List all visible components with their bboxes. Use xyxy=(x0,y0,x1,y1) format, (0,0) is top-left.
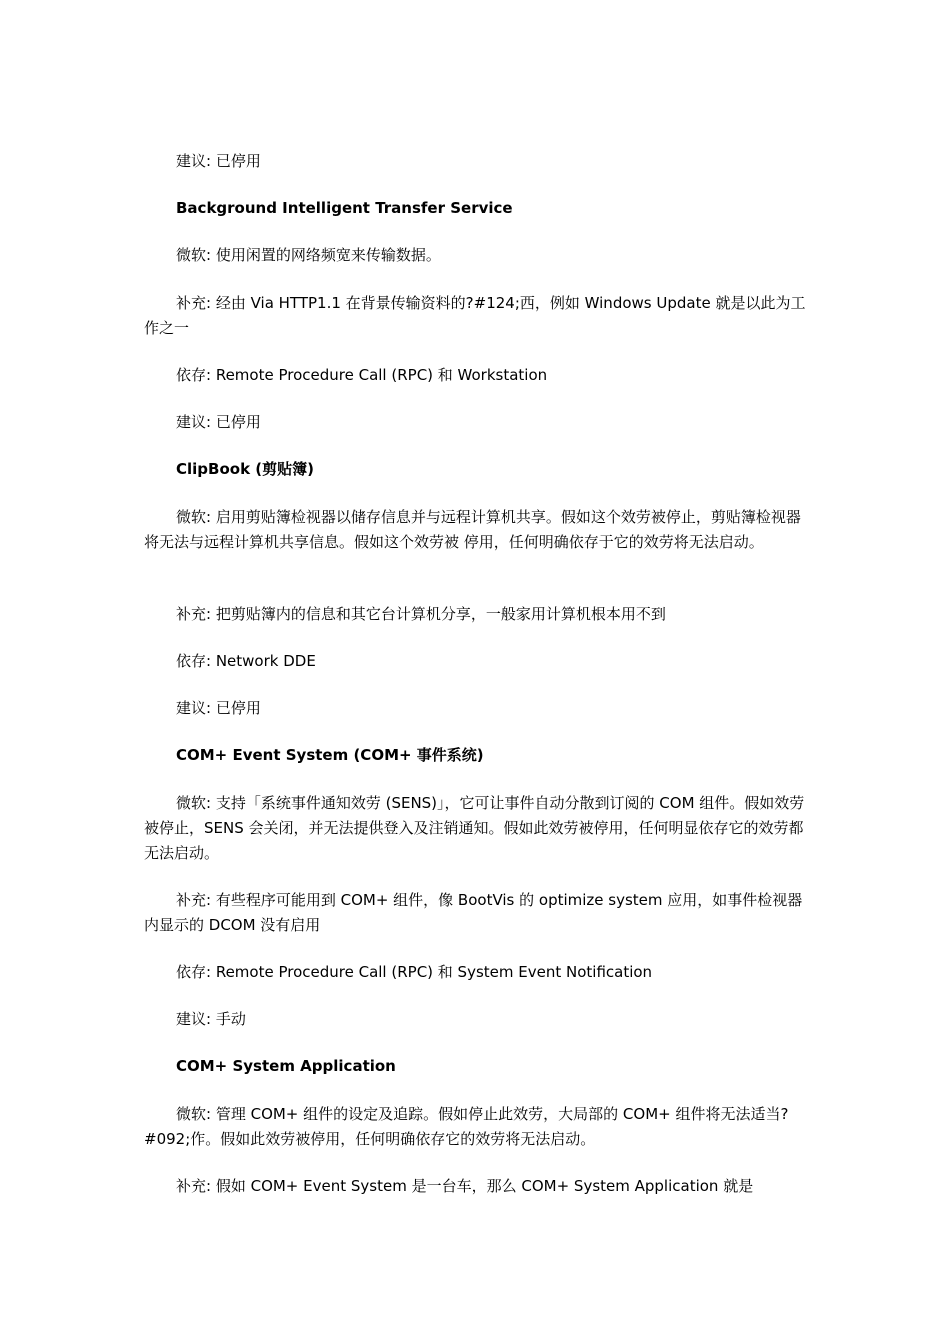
recommendation-line: 建议: 手动 xyxy=(176,1010,246,1028)
supplement-note: 补充: 经由 Via HTTP1.1 在背景传输资料的?#124;西，例如 Windows Update 就是以此为工作之一 xyxy=(144,294,806,337)
microsoft-description: 微软: 支持「系统事件通知效劳 (SENS)」，它可让事件自动分散到订阅的 COM 组件。假如效劳被停止，SENS 会关闭，并无法提供登入及注销通知。假如此效劳被停用，任何明显依存它的效劳都无法启动。 xyxy=(144,794,805,862)
recommendation-line: 建议: 已停用 xyxy=(176,152,261,170)
dependency-line: 依存: Remote Procedure Call (RPC) 和 Workstation xyxy=(176,366,548,384)
service-heading-com-event-system: COM+ Event System (COM+ 事件系统) xyxy=(176,746,484,764)
supplement-note: 补充: 假如 COM+ Event System 是一台车，那么 COM+ System Application 就是 xyxy=(176,1177,754,1195)
service-heading-clipbook: ClipBook (剪贴簿) xyxy=(176,460,314,478)
service-heading-com-system-application: COM+ System Application xyxy=(176,1057,396,1075)
service-heading-bits: Background Intelligent Transfer Service xyxy=(176,199,513,217)
supplement-note: 补充: 有些程序可能用到 COM+ 组件，像 BootVis 的 optimize system 应用，如事件检视器内显示的 DCOM 没有启用 xyxy=(144,891,803,934)
recommendation-line: 建议: 已停用 xyxy=(176,699,261,717)
microsoft-description: 微软: 启用剪贴簿检视器以储存信息并与远程计算机共享。假如这个效劳被停止，剪贴簿检视器将无法与远程计算机共享信息。假如这个效劳被 停用，任何明确依存于它的效劳将无法启动。 xyxy=(144,508,801,551)
microsoft-description: 微软: 使用闲置的网络频宽来传输数据。 xyxy=(176,246,441,264)
recommendation-line: 建议: 已停用 xyxy=(176,413,261,431)
microsoft-description: 微软: 管理 COM+ 组件的设定及追踪。假如停止此效劳，大局部的 COM+ 组件将无法适当?#092;作。假如此效劳被停用，任何明确依存它的效劳将无法启动。 xyxy=(144,1105,789,1148)
dependency-line: 依存: Network DDE xyxy=(176,652,316,670)
supplement-note: 补充: 把剪贴簿内的信息和其它台计算机分享，一般家用计算机根本用不到 xyxy=(176,605,666,623)
dependency-line: 依存: Remote Procedure Call (RPC) 和 System Event Notification xyxy=(176,963,653,981)
